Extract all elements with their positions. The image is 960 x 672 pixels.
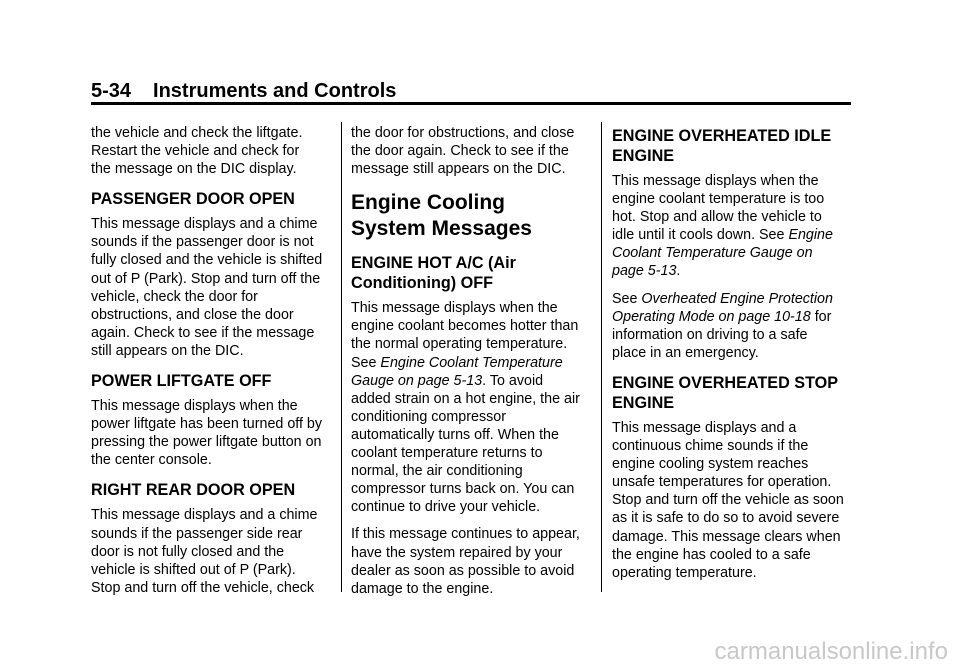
column-divider	[341, 122, 342, 592]
paragraph	[351, 299, 583, 516]
text: . To avoid added strain on a hot engine, the air conditioning compressor automatically turns off. When the coolant temperature returns to normal, the air conditioning compressor turns back on. You can continue to drive your vehicle.	[351, 372, 580, 516]
heading-passenger-door-open: PASSENGER DOOR OPEN	[91, 190, 295, 209]
heading-engine-cooling-system-messages: Engine Cooling System Messages	[351, 191, 532, 241]
column-1	[91, 124, 323, 606]
page-header	[91, 80, 396, 103]
cross-reference-link[interactable]: Engine Coolant Temperature Gauge on page 5‑13	[612, 227, 833, 280]
paragraph: the door for obstructions, and close the door again. Check to see if the message still appears on the DIC.	[351, 125, 575, 178]
cross-reference-link[interactable]: Engine Coolant Temperature Gauge on page 5‑13	[351, 354, 563, 389]
text: This message displays when the engine coolant becomes hotter than the normal operating temperature. See	[351, 300, 579, 371]
column-divider	[601, 122, 602, 592]
paragraph: If this message continues to appear, have the system repaired by your dealer as soon as possible to avoid damage to the engine.	[351, 526, 580, 597]
paragraph: the vehicle and check the liftgate. Restart the vehicle and check for the message on the DIC display.	[91, 125, 303, 178]
heading-engine-overheated-idle-engine: ENGINE OVERHEATED IDLE ENGINE	[612, 127, 832, 165]
section-title: Instruments and Controls	[153, 80, 397, 102]
paragraph: This message displays and a chime sounds if the passenger door is not fully closed and the vehicle is shifted out of P (Park). Stop and turn off the vehicle, check the door for obstructions, and close the door again. Check to see if the message still appears on the DIC.	[91, 216, 323, 359]
paragraph: This message displays and a chime sounds if the passenger side rear door is not fully closed and the vehicle is shifted out of P (Park). Stop and turn off the vehicle, check	[91, 507, 318, 596]
heading-engine-hot-ac-off: ENGINE HOT A/C (Air Conditioning) OFF	[351, 254, 516, 293]
cross-reference-link[interactable]: Overheated Engine Protection Operating Mode on page 10‑18	[612, 290, 833, 325]
column-2	[351, 124, 583, 607]
text: .	[676, 263, 681, 280]
paragraph: This message displays and a continuous chime sounds if the engine cooling system reaches unsafe temperatures for operation. Stop and turn off the vehicle as soon as it is safe to do so to avoid severe damage. This message clears when the engine has cooled to a safe operating temperature.	[612, 419, 844, 581]
header-rule	[91, 102, 851, 105]
heading-engine-overheated-stop-engine: ENGINE OVERHEATED STOP ENGINE	[612, 373, 838, 412]
paragraph: This message displays when the power liftgate has been turned off by pressing the power liftgate button on the center console.	[91, 398, 323, 469]
heading-power-liftgate-off: POWER LIFTGATE OFF	[91, 372, 272, 391]
page-number: 5-34	[91, 80, 132, 102]
text: for information on driving to a safe place in an emergency.	[612, 308, 832, 361]
heading-right-rear-door-open: RIGHT REAR DOOR OPEN	[91, 481, 296, 500]
column-3	[612, 124, 844, 591]
text: This message displays when the engine coolant temperature is too hot. Stop and allow the vehicle to idle until it cools down. See	[612, 173, 825, 244]
paragraph	[612, 290, 844, 362]
text: See	[612, 290, 642, 307]
watermark: carmanualsonline.info	[714, 638, 948, 665]
paragraph	[612, 172, 844, 281]
